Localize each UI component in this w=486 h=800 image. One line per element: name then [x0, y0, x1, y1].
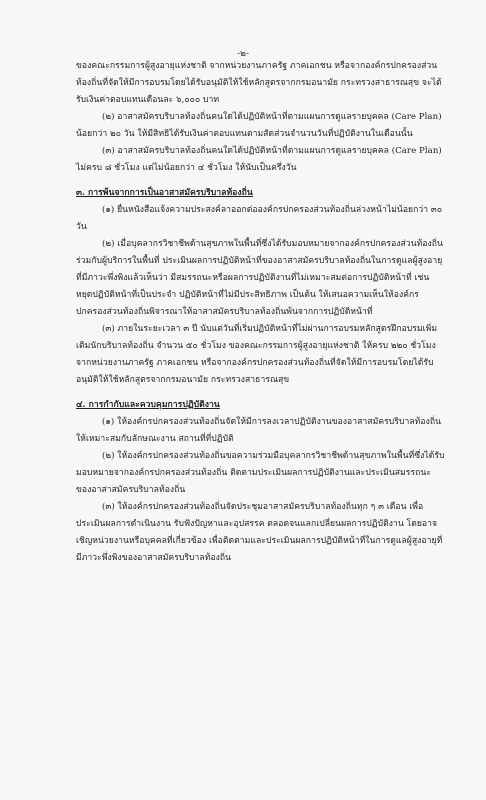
section-gap	[76, 389, 446, 397]
body-paragraph: (๓) ภายในระยะเวลา ๓ ปี นับแต่วันที่เริ่มปฏิบัติหน้าที่ไม่ผ่านการอบรมหลักสูตรฝึกอบรมเพิ่มเติมนักบริบาลท้องถิ่น จำนวน ๕๐ ชั่วโมง ของคณะกรรมการผู้สูงอายุแห่งชาติ ให้ครบ ๒๒๐ ชั่วโมง จากหน่วยงานภาครัฐ ภาคเอกชน หรือจากองค์กรปกครองส่วนท้องถิ่นที่จัดให้มีการอบรมโดยได้รับอนุมัติให้ใช้หลักสูตรจากกรมอนามัย กระทรวงสาธารณสุข	[76, 324, 438, 385]
page-number: -๒-	[236, 49, 249, 59]
body-paragraph: (๓) อาสาสมัครบริบาลท้องถิ่นคนใดได้ปฏิบัติหน้าที่ตามแผนการดูแลรายบุคคล (Care Plan) ไม่ครบ ๘ ชั่วโมง แต่ไม่น้อยกว่า ๔ ชั่วโมง ให้นับเป็นครึ่งวัน	[76, 146, 442, 173]
body-paragraph: (๒) ให้องค์กรปกครองส่วนท้องถิ่นขอความร่วมมือบุคลากรวิชาชีพด้านสุขภาพในพื้นที่ซึ่งได้รับมอบหมายจากองค์กรปกครองส่วนท้องถิ่น ติดตามประเมินผลการปฏิบัติงานและประเมินสมรรถนะของอาสาสมัครบริบาลท้องถิ่น	[76, 451, 445, 495]
body-paragraph: (๑) ยื่นหนังสือแจ้งความประสงค์ลาออกต่อองค์กรปกครองส่วนท้องถิ่นล่วงหน้าไม่น้อยกว่า ๓๐ วัน	[76, 205, 443, 232]
body-paragraph: (๒) อาสาสมัครบริบาลท้องถิ่นคนใดได้ปฏิบัติหน้าที่ตามแผนการดูแลรายบุคคล (Care Plan) น้อยกว่า ๒๐ วัน ให้มีสิทธิได้รับเงินค่าตอบแทนตามสัดส่วนจำนวนวันที่ปฏิบัติงานในเดือนนั้น	[76, 112, 442, 139]
section-gap	[76, 177, 446, 185]
body-paragraph: (๑) ให้องค์กรปกครองส่วนท้องถิ่นจัดให้มีการลงเวลาปฏิบัติงานของอาสาสมัครบริบาลท้องถิ่นให้เหมาะสมกับลักษณะงาน สถานที่ที่ปฏิบัติ	[76, 417, 441, 444]
body-paragraph: ของคณะกรรมการผู้สูงอายุแห่งชาติ จากหน่วยงานภาครัฐ ภาคเอกชน หรือจากองค์กรปกครองส่วนท้องถิ่นที่จัดให้มีการอบรมโดยได้รับอนุมัติให้ใช้หลักสูตรจากกรมอนามัย กระทรวงสาธารณสุข จะได้รับเงินค่าตอบแทนเดือนละ ๖,๐๐๐ บาท	[76, 61, 442, 105]
body-paragraph: (๓) ให้องค์กรปกครองส่วนท้องถิ่นจัดประชุมอาสาสมัครบริบาลท้องถิ่นทุก ๆ ๓ เดือน เพื่อประเมินผลการดำเนินงาน รับฟังปัญหาและอุปสรรค ตลอดจนแลกเปลี่ยนผลการปฏิบัติงาน โดยอาจเชิญหน่วยงานหรือบุคคลที่เกี่ยวข้อง เพื่อติดตามและประเมินผลการปฏิบัติหน้าที่ในการดูแลผู้สูงอายุที่มีภาวะพึ่งพิงของอาสาสมัครบริบาลท้องถิ่น	[76, 502, 443, 563]
section-heading: ๔. การกำกับและควบคุมการปฏิบัติงาน	[76, 400, 220, 410]
section-heading: ๓. การพ้นจากการเป็นอาสาสมัครบริบาลท้องถิ่น	[76, 188, 253, 198]
body-paragraph: (๒) เมื่อบุคลากรวิชาชีพด้านสุขภาพในพื้นที่ซึ่งได้รับมอบหมายจากองค์กรปกครองส่วนท้องถิ่นร่วมกับผู้บริการในพื้นที่ ประเมินผลการปฏิบัติหน้าที่ของอาสาสมัครบริบาลท้องถิ่นในการดูแลผู้สูงอายุที่มีภาวะพึ่งพิงแล้วเห็นว่า มีสมรรถนะหรือผลการปฏิบัติงานที่ไม่เหมาะสมต่อการปฏิบัติหน้าที่ เช่น หยุดปฏิบัติหน้าที่เป็นประจำ ปฏิบัติหน้าที่ไม่มีประสิทธิภาพ เป็นต้น ให้เสนอความเห็นให้องค์กรปกครองส่วนท้องถิ่นพิจารณาให้อาสาสมัครบริบาลท้องถิ่นพ้นจากการปฏิบัติหน้าที่	[76, 239, 443, 317]
document-body	[76, 58, 446, 567]
